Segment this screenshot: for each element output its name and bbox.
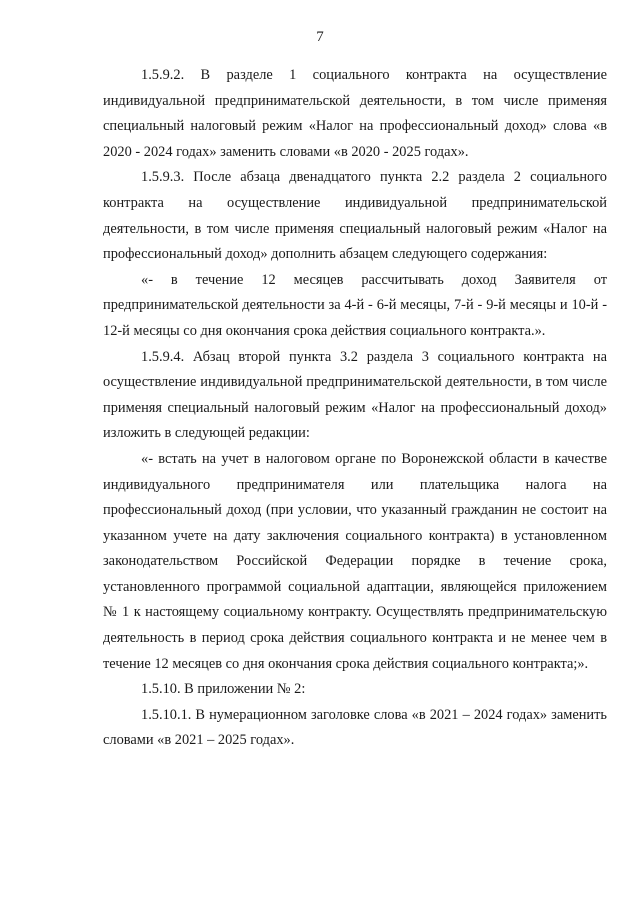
paragraph-1-5-9-3: 1.5.9.3. После абзаца двенадцатого пункта 2.2 раздела 2 социального контракта на осуществление индивидуальной предпринимательской деятельности, в том числе применяя специальный налоговый режим «Налог на профессиональный доход» дополнить абзацем следующего содержания: [103, 169, 607, 263]
paragraph-1-5-10: 1.5.10. В приложении № 2: [141, 681, 306, 698]
page-number: 7 [316, 29, 324, 45]
paragraph-1-5-9-4: 1.5.9.4. Абзац второй пункта 3.2 раздела 3 социального контракта на осуществление индивидуальной предпринимательской деятельности, в том числе применяя специальный налоговый режим «Налог на профессиональный доход» изложить в следующей редакции: [103, 348, 607, 442]
paragraph-1-5-9-2: 1.5.9.2. В разделе 1 социального контракта на осуществление индивидуальной предпринимательской деятельности, в том числе применяя специальный налоговый режим «Налог на профессиональный доход» слова «в 2020 - 2024 годах» заменить словами «в 2020 - 2025 годах». [103, 67, 607, 160]
paragraph-1-5-10-1: 1.5.10.1. В нумерационном заголовке слова «в 2021 – 2024 годах» заменить словами «в 2021 – 2025 годах». [103, 706, 607, 749]
document-body [103, 63, 607, 754]
quoted-insert-income-calculation: «- в течение 12 месяцев рассчитывать доход Заявителя от предпринимательской деятельности за 4-й - 6-й месяцы, 7-й - 9-й месяцы и 10-й - 12-й месяцы со дня окончания срока действия социального контракта.». [103, 271, 607, 339]
quoted-insert-tax-registration: «- встать на учет в налоговом органе по Воронежской области в качестве индивидуального предпринимателя или плательщика налога на профессиональный доход (при условии, что указанный гражданин не состоит на указанном учете на дату заключения социального контракта) в установленном законодательством Российской Федерации порядке в течение срока, установленного программой социальной адаптации, являющейся приложением № 1 к настоящему социальному контракту. Осуществлять предпринимательскую деятельность в период срока действия социального контракта и не менее чем в течение 12 месяцев со дня окончания срока действия социального контракта;». [103, 450, 607, 672]
